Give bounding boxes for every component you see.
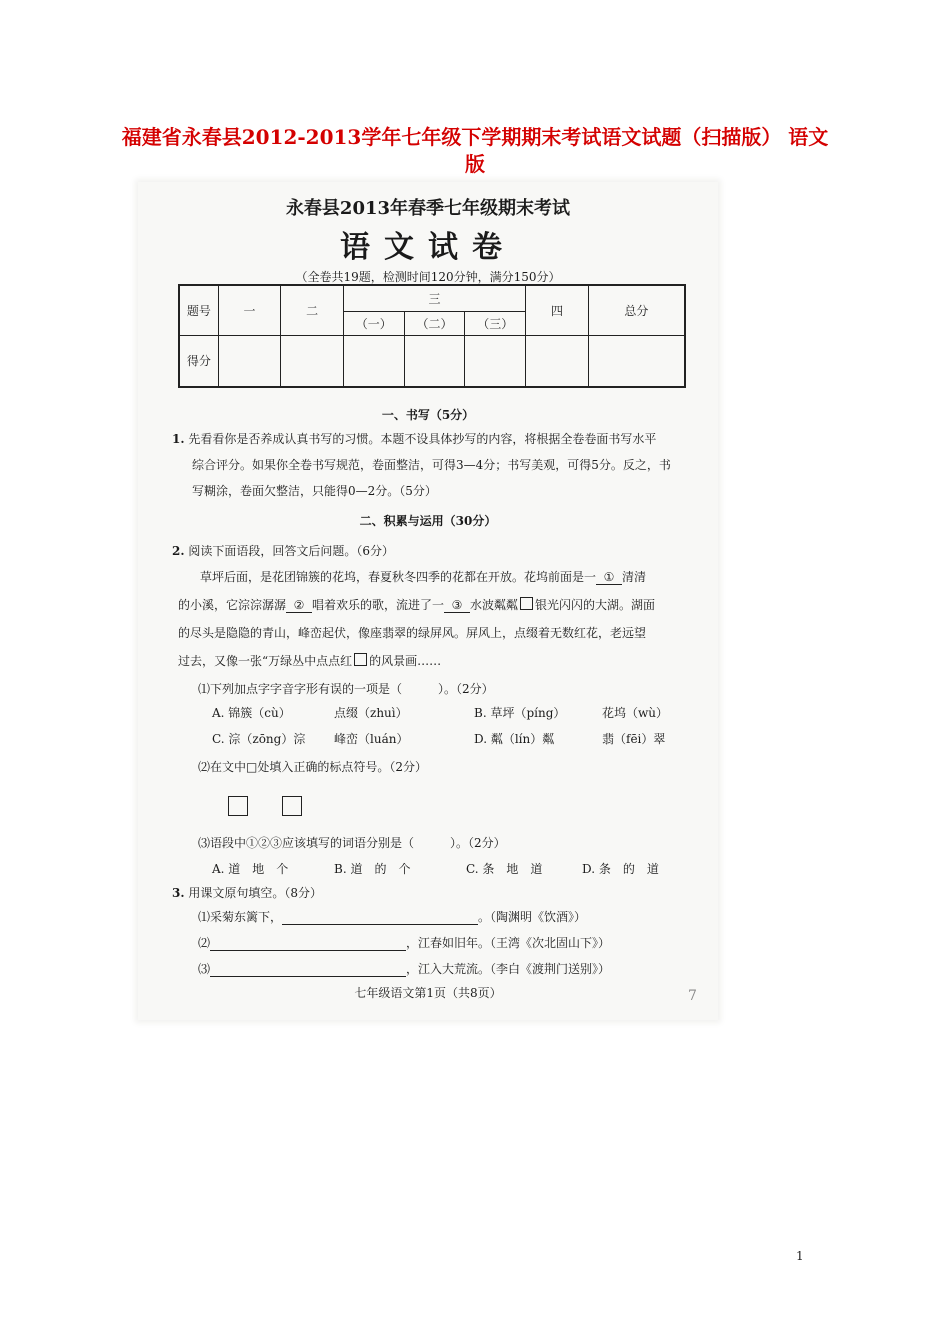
choice-c: C. 条 地 道 xyxy=(466,862,543,876)
score-table-header-3a: （一） xyxy=(343,311,404,335)
choice-a: A. 道 地 个 xyxy=(212,862,289,876)
choice-b: B. 道 的 个 xyxy=(334,862,411,876)
score-table-header-2: 二 xyxy=(281,285,344,335)
q3-stem: 3. 用课文原句填空。（8分） xyxy=(172,886,322,900)
document-title: 福建省永春县2012-2013学年七年级下学期期末考试语文试题（扫描版） 语文版 xyxy=(121,125,829,176)
exam-subtitle: 永春县2013年春季七年级期末考试 xyxy=(285,198,571,219)
score-cell xyxy=(588,335,685,387)
score-table-header-3b: （二） xyxy=(404,311,465,335)
passage-line-3: 的尽头是隐隐的青山，峰峦起伏，像座翡翠的绿屏风。屏风上，点缀着无数红花，老远望 xyxy=(178,626,647,640)
score-cell xyxy=(404,335,465,387)
score-cell xyxy=(218,335,281,387)
score-table-row-defen: 得分 xyxy=(179,335,218,387)
score-table xyxy=(178,284,686,388)
score-cell xyxy=(281,335,344,387)
exam-title: 语文试卷 xyxy=(340,230,516,265)
q2-stem: 2. 阅读下面语段，回答文后问题。（6分） xyxy=(172,544,394,558)
score-table-header-total: 总分 xyxy=(588,285,685,335)
fill-blank xyxy=(282,912,478,925)
q3-number: 3. xyxy=(172,886,185,900)
score-table-header-4: 四 xyxy=(526,285,589,335)
section-1-title: 一、书写（5分） xyxy=(381,408,475,422)
passage-blank-1: ① xyxy=(596,570,622,585)
score-table-header-3: 三 xyxy=(343,285,525,311)
punctuation-box xyxy=(354,653,367,666)
q1-line-3: 写糊涂，卷面欠整洁，只能得0—2分。（5分） xyxy=(192,484,437,498)
exam-info: （全卷共19题，检测时间120分钟，满分150分） xyxy=(295,270,561,284)
handwritten-mark: 7 xyxy=(688,988,697,1004)
passage-line-2: 的小溪，它淙淙潺潺 ② 唱着欢乐的歌，流进了一 ③ 水波粼粼 银光闪闪的大湖。湖面 xyxy=(178,598,656,612)
fill-blank xyxy=(210,964,406,977)
passage-blank-2: ② xyxy=(286,598,312,613)
q1-number: 1. xyxy=(172,432,185,446)
score-table-header-3c: （三） xyxy=(465,311,526,335)
page-number: 1 xyxy=(796,1249,804,1263)
q3-line-1: ⑴采菊东篱下， 。（陶渊明《饮酒》） xyxy=(198,910,587,924)
answer-box-2 xyxy=(282,796,302,816)
q1-line-2: 综合评分。如果你全卷书写规范，卷面整洁，可得3—4分；书写美观，可得5分。反之，书 xyxy=(192,458,671,472)
q3-line-3: ⑶ ，江入大荒流。（李白《渡荆门送别》） xyxy=(198,962,611,976)
q2-sub-2: ⑵在文中□处填入正确的标点符号。（2分） xyxy=(198,760,427,774)
section-2-title: 二、积累与运用（30分） xyxy=(359,514,497,528)
option-b-1: B. 草坪（píng） xyxy=(474,706,566,720)
passage-line-1: 草坪后面，是花团锦簇的花坞，春夏秋冬四季的花都在开放。花坞前面是一 ① 清清 xyxy=(200,570,647,584)
option-c-2: 峰峦（luán） xyxy=(334,732,409,746)
q1-line-1: 1. 先看看你是否养成认真书写的习惯。本题不设具体抄写的内容，将根据全卷卷面书写水平 xyxy=(172,432,657,446)
score-cell xyxy=(526,335,589,387)
option-d-1: D. 粼（lín）粼 xyxy=(474,732,555,746)
punctuation-box xyxy=(520,597,533,610)
answer-box-1 xyxy=(228,796,248,816)
option-d-2: 翡（fēi）翠 xyxy=(602,732,666,746)
q3-line-2: ⑵ ，江春如旧年。（王湾《次北固山下》） xyxy=(198,936,611,950)
option-b-2: 花坞（wù） xyxy=(602,706,669,720)
score-table-header-1: 一 xyxy=(218,285,281,335)
passage-blank-3: ③ xyxy=(444,598,470,613)
scanned-exam-page xyxy=(138,182,718,1020)
score-table-header-tihao: 题号 xyxy=(179,285,218,335)
option-c-1: C. 淙（zōng）淙 xyxy=(212,732,306,746)
fill-blank xyxy=(210,938,406,951)
score-cell xyxy=(465,335,526,387)
option-a-1: A. 锦簇（cù） xyxy=(212,706,291,720)
q2-number: 2. xyxy=(172,544,185,558)
q2-sub-3: ⑶语段中①②③应该填写的词语分别是（ ）。（2分） xyxy=(198,836,506,850)
score-cell xyxy=(343,335,404,387)
q2-sub-1: ⑴下列加点字字音字形有误的一项是（ ）。（2分） xyxy=(198,682,494,696)
passage-line-4: 过去，又像一张“万绿丛中点点红 的风景画…… xyxy=(178,654,442,668)
choice-d: D. 条 的 道 xyxy=(582,862,659,876)
option-a-2: 点缀（zhuì） xyxy=(334,706,408,720)
exam-page-footer: 七年级语文第1页（共8页） xyxy=(354,986,502,1000)
